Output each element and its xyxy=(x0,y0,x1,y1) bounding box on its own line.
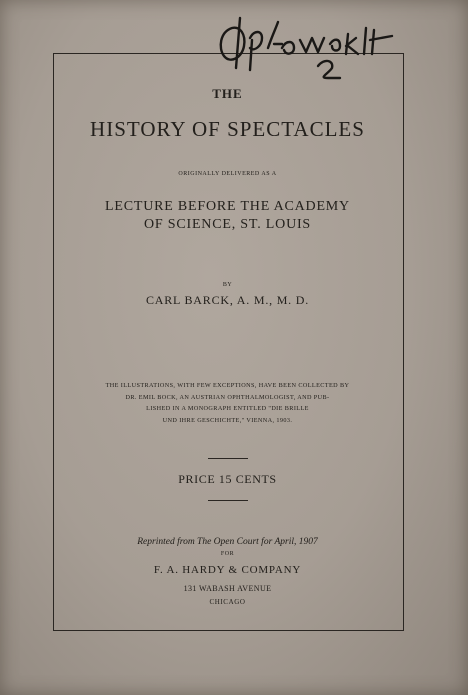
originally-delivered-line: ORIGINALLY DELIVERED AS A xyxy=(178,171,277,177)
by-line: BY xyxy=(222,282,233,288)
lecture-line-1: LECTURE BEFORE THE ACADEMY xyxy=(105,199,350,214)
title-article: THE xyxy=(212,86,243,101)
divider-bottom xyxy=(208,500,248,501)
lecture-subtitle xyxy=(53,198,402,234)
illustrations-line-4: UND IHRE GESCHICHTE," VIENNA, 1903. xyxy=(162,416,293,424)
for-line: FOR xyxy=(220,551,235,557)
handwritten-signature xyxy=(210,8,410,88)
lecture-line-2: OF SCIENCE, ST. LOUIS xyxy=(143,217,312,232)
illustrations-line-1: THE ILLUSTRATIONS, WITH FEW EXCEPTIONS, HAVE BEEN COLLECTED BY xyxy=(105,382,350,389)
reprint-note: Reprinted from The Open Court for April, 1907 xyxy=(137,537,318,547)
publisher-address: 131 WABASH AVENUE xyxy=(183,584,272,593)
illustrations-line-2: DR. EMIL BOCK, AN AUSTRIAN OPHTHALMOLOGIST, AND PUB- xyxy=(125,393,330,401)
publisher-city: CHICAGO xyxy=(209,598,246,606)
illustrations-note xyxy=(83,380,372,426)
author-name: CARL BARCK, A. M., M. D. xyxy=(145,293,310,307)
price-label: PRICE 15 CENTS xyxy=(178,472,277,486)
book-title: HISTORY OF SPECTACLES xyxy=(90,117,365,141)
divider-top xyxy=(208,458,248,459)
illustrations-line-3: LISHED IN A MONOGRAPH ENTITLED "DIE BRILLE xyxy=(146,405,309,412)
publisher-name: F. A. HARDY & COMPANY xyxy=(153,564,302,576)
